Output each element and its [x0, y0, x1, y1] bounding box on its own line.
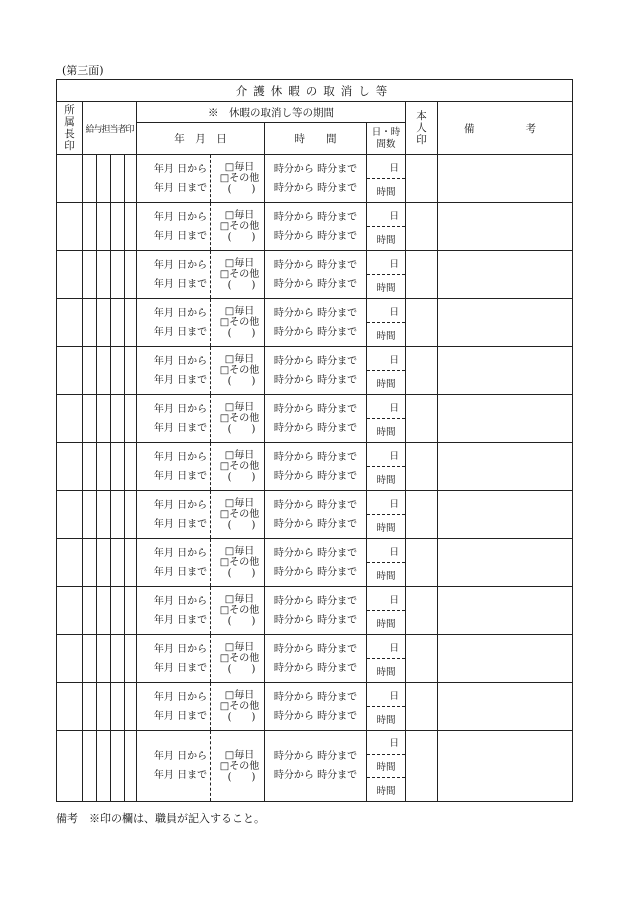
days-hours-cell[interactable]: 日 時間	[367, 203, 406, 251]
seal-cell[interactable]	[111, 155, 125, 203]
date-range-cell[interactable]: 年月 日から 年月 日まで	[137, 491, 211, 539]
time-range-cell[interactable]: 時分から 時分まで 時分から 時分まで	[265, 155, 367, 203]
daily-checkbox[interactable]: □毎日	[224, 450, 255, 461]
seal-cell[interactable]	[83, 539, 97, 587]
honnin-seal-cell[interactable]	[406, 635, 438, 683]
daily-checkbox[interactable]: □毎日	[224, 546, 255, 557]
frequency-cell[interactable]: □毎日 □その他 ( )	[211, 299, 265, 347]
time-range-cell[interactable]: 時分から 時分まで 時分から 時分まで	[265, 731, 367, 802]
table-row	[57, 251, 573, 299]
other-checkbox[interactable]: □その他	[219, 760, 260, 772]
frequency-cell[interactable]: □毎日 □その他 ( )	[211, 683, 265, 731]
days-hours-cell[interactable]: 日 時間	[367, 251, 406, 299]
kiyu-header: 給与担当者印	[83, 102, 137, 155]
table-row	[57, 443, 573, 491]
table-row	[57, 395, 573, 443]
seal-cell[interactable]	[97, 443, 111, 491]
seal-cell[interactable]	[111, 347, 125, 395]
time-range-cell[interactable]: 時分から 時分まで 時分から 時分まで	[265, 443, 367, 491]
other-checkbox[interactable]: □その他	[219, 365, 260, 376]
seal-cell[interactable]	[125, 587, 137, 635]
seal-cell[interactable]	[111, 299, 125, 347]
date-range-cell[interactable]: 年月 日から 年月 日まで	[137, 731, 211, 802]
seal-cell[interactable]	[125, 299, 137, 347]
days-hours-cell[interactable]: 日 時間	[367, 683, 406, 731]
frequency-cell[interactable]: □毎日 □その他 ( )	[211, 587, 265, 635]
honnin-seal-cell[interactable]	[406, 443, 438, 491]
daily-checkbox[interactable]: □毎日	[224, 210, 255, 221]
time-range-cell[interactable]: 時分から 時分まで 時分から 時分まで	[265, 683, 367, 731]
time-range-cell[interactable]: 時分から 時分まで 時分から 時分まで	[265, 491, 367, 539]
frequency-cell[interactable]: □毎日 □その他 ( )	[211, 347, 265, 395]
table-row	[57, 683, 573, 731]
frequency-cell[interactable]: □毎日 □その他 ( )	[211, 635, 265, 683]
daily-checkbox[interactable]: □毎日	[224, 594, 255, 605]
daily-checkbox[interactable]: □毎日	[224, 642, 255, 653]
daily-checkbox[interactable]: □毎日	[224, 690, 255, 701]
seal-cell[interactable]	[83, 731, 97, 802]
table-row	[57, 155, 573, 203]
daily-checkbox[interactable]: □毎日	[224, 354, 255, 365]
days-hours-cell[interactable]: 日 時間	[367, 491, 406, 539]
seal-cell[interactable]	[97, 587, 111, 635]
honnin-seal-cell[interactable]	[406, 347, 438, 395]
daily-checkbox[interactable]: □毎日	[224, 402, 255, 413]
remarks-cell[interactable]	[438, 635, 573, 683]
days-hours-cell[interactable]: 日 時間	[367, 587, 406, 635]
frequency-cell[interactable]: □毎日 □その他 ( )	[211, 251, 265, 299]
days-hours-cell[interactable]: 日 時間	[367, 443, 406, 491]
date-range-cell[interactable]: 年月 日から 年月 日まで	[137, 155, 211, 203]
daily-checkbox[interactable]: □毎日	[224, 306, 255, 317]
seal-cell[interactable]	[83, 587, 97, 635]
daily-checkbox[interactable]: □毎日	[224, 749, 255, 761]
seal-cell[interactable]	[125, 683, 137, 731]
daily-checkbox[interactable]: □毎日	[224, 258, 255, 269]
table-row	[57, 731, 573, 802]
table-row	[57, 491, 573, 539]
seal-cell[interactable]	[57, 347, 83, 395]
time-range-cell[interactable]: 時分から 時分まで 時分から 時分まで	[265, 539, 367, 587]
honnin-seal-cell[interactable]	[406, 299, 438, 347]
table-row	[57, 587, 573, 635]
seal-cell[interactable]	[83, 491, 97, 539]
date-range-cell[interactable]: 年月 日から 年月 日まで	[137, 443, 211, 491]
seal-cell[interactable]	[125, 155, 137, 203]
seal-cell[interactable]	[83, 395, 97, 443]
time-range-cell[interactable]: 時分から 時分まで 時分から 時分まで	[265, 395, 367, 443]
other-checkbox[interactable]: □その他	[219, 413, 260, 424]
seal-cell[interactable]	[83, 347, 97, 395]
seal-cell[interactable]	[111, 443, 125, 491]
date-range-cell[interactable]: 年月 日から 年月 日まで	[137, 347, 211, 395]
seal-cell[interactable]	[125, 635, 137, 683]
time-range-cell[interactable]: 時分から 時分まで 時分から 時分まで	[265, 347, 367, 395]
time-range-cell[interactable]: 時分から 時分まで 時分から 時分まで	[265, 203, 367, 251]
days-hours-cell[interactable]: 日 時間	[367, 539, 406, 587]
honnin-header: 本 人 印	[406, 102, 438, 155]
other-checkbox[interactable]: □その他	[219, 701, 260, 712]
time-range-cell[interactable]: 時分から 時分まで 時分から 時分まで	[265, 635, 367, 683]
frequency-cell[interactable]: □毎日 □その他 ( )	[211, 443, 265, 491]
seal-cell[interactable]	[57, 635, 83, 683]
seal-cell[interactable]	[111, 203, 125, 251]
other-checkbox[interactable]: □その他	[219, 317, 260, 328]
seal-cell[interactable]	[57, 251, 83, 299]
seal-cell[interactable]	[83, 155, 97, 203]
other-checkbox[interactable]: □その他	[219, 557, 260, 568]
seal-cell[interactable]	[57, 395, 83, 443]
seal-cell[interactable]	[111, 731, 125, 802]
seal-cell[interactable]	[125, 203, 137, 251]
time-range-cell[interactable]: 時分から 時分まで 時分から 時分まで	[265, 299, 367, 347]
honnin-seal-cell[interactable]	[406, 683, 438, 731]
date-range-cell[interactable]: 年月 日から 年月 日まで	[137, 635, 211, 683]
date-range-cell[interactable]: 年月 日から 年月 日まで	[137, 395, 211, 443]
frequency-cell[interactable]: □毎日 □その他 ( )	[211, 155, 265, 203]
frequency-cell[interactable]: □毎日 □その他 ( )	[211, 203, 265, 251]
shozoku-header: 所 属 長 印	[57, 102, 83, 155]
seal-cell[interactable]	[111, 251, 125, 299]
seal-cell[interactable]	[57, 491, 83, 539]
seal-cell[interactable]	[57, 539, 83, 587]
other-checkbox[interactable]: □その他	[219, 269, 260, 280]
other-checkbox[interactable]: □その他	[219, 173, 260, 184]
date-range-cell[interactable]: 年月 日から 年月 日まで	[137, 683, 211, 731]
seal-cell[interactable]	[97, 251, 111, 299]
remarks-cell[interactable]	[438, 347, 573, 395]
remarks-cell[interactable]	[438, 155, 573, 203]
other-checkbox[interactable]: □その他	[219, 509, 260, 520]
date-range-cell[interactable]: 年月 日から 年月 日まで	[137, 203, 211, 251]
time-range-cell[interactable]: 時分から 時分まで 時分から 時分まで	[265, 587, 367, 635]
remarks-cell[interactable]	[438, 203, 573, 251]
seal-cell[interactable]	[125, 491, 137, 539]
seal-cell[interactable]	[125, 731, 137, 802]
table-row	[57, 299, 573, 347]
remarks-cell[interactable]	[438, 299, 573, 347]
seal-cell[interactable]	[97, 155, 111, 203]
days-hours-cell[interactable]: 日 時間	[367, 299, 406, 347]
page-label: (第三面)	[62, 64, 104, 77]
time-header: 時 間	[265, 123, 367, 155]
seal-cell[interactable]	[57, 443, 83, 491]
honnin-seal-cell[interactable]	[406, 251, 438, 299]
seal-cell[interactable]	[97, 491, 111, 539]
table-row	[57, 635, 573, 683]
remarks-cell[interactable]	[438, 251, 573, 299]
other-checkbox[interactable]: □その他	[219, 653, 260, 664]
date-range-cell[interactable]: 年月 日から 年月 日まで	[137, 587, 211, 635]
seal-cell[interactable]	[111, 539, 125, 587]
date-header: 年 月 日	[137, 123, 265, 155]
table-row	[57, 347, 573, 395]
seal-cell[interactable]	[111, 587, 125, 635]
seal-cell[interactable]	[125, 395, 137, 443]
daily-checkbox[interactable]: □毎日	[224, 498, 255, 509]
seal-cell[interactable]	[125, 443, 137, 491]
seal-cell[interactable]	[83, 251, 97, 299]
honnin-seal-cell[interactable]	[406, 155, 438, 203]
seal-cell[interactable]	[125, 347, 137, 395]
seal-cell[interactable]	[97, 203, 111, 251]
seal-cell[interactable]	[111, 491, 125, 539]
date-range-cell[interactable]: 年月 日から 年月 日まで	[137, 251, 211, 299]
seal-cell[interactable]	[97, 347, 111, 395]
honnin-seal-cell[interactable]	[406, 491, 438, 539]
days-header: 日・時 間数	[367, 123, 406, 155]
seal-cell[interactable]	[97, 731, 111, 802]
footnote: 備考 ※印の欄は、職員が記入すること。	[56, 812, 265, 825]
other-checkbox[interactable]: □その他	[219, 221, 260, 232]
daily-checkbox[interactable]: □毎日	[224, 162, 255, 173]
time-range-cell[interactable]: 時分から 時分まで 時分から 時分まで	[265, 251, 367, 299]
seal-cell[interactable]	[97, 395, 111, 443]
period-header: ※ 休暇の取消し等の期間	[137, 102, 406, 123]
seal-cell[interactable]	[83, 203, 97, 251]
seal-cell[interactable]	[57, 683, 83, 731]
honnin-seal-cell[interactable]	[406, 539, 438, 587]
seal-cell[interactable]	[97, 299, 111, 347]
honnin-seal-cell[interactable]	[406, 731, 438, 802]
honnin-seal-cell[interactable]	[406, 203, 438, 251]
seal-cell[interactable]	[111, 683, 125, 731]
remarks-cell[interactable]	[438, 683, 573, 731]
other-checkbox[interactable]: □その他	[219, 461, 260, 472]
days-hours-cell[interactable]: 日 時間	[367, 155, 406, 203]
other-checkbox[interactable]: □その他	[219, 605, 260, 616]
table-row	[57, 203, 573, 251]
seal-cell[interactable]	[57, 155, 83, 203]
table-row	[57, 539, 573, 587]
form-title: 介護休暇の取消し等	[57, 80, 573, 102]
seal-cell[interactable]	[57, 299, 83, 347]
date-range-cell[interactable]: 年月 日から 年月 日まで	[137, 299, 211, 347]
seal-cell[interactable]	[97, 683, 111, 731]
seal-cell[interactable]	[125, 539, 137, 587]
seal-cell[interactable]	[83, 683, 97, 731]
seal-cell[interactable]	[97, 539, 111, 587]
seal-cell[interactable]	[83, 443, 97, 491]
days-hours-cell[interactable]: 日 時間	[367, 347, 406, 395]
seal-cell[interactable]	[57, 587, 83, 635]
seal-cell[interactable]	[57, 203, 83, 251]
remarks-cell[interactable]	[438, 539, 573, 587]
frequency-cell[interactable]: □毎日 □その他 ( )	[211, 731, 265, 802]
honnin-seal-cell[interactable]	[406, 395, 438, 443]
seal-cell[interactable]	[83, 635, 97, 683]
seal-cell[interactable]	[83, 299, 97, 347]
date-range-cell[interactable]: 年月 日から 年月 日まで	[137, 539, 211, 587]
seal-cell[interactable]	[111, 635, 125, 683]
remarks-cell[interactable]	[438, 731, 573, 802]
remarks-cell[interactable]	[438, 491, 573, 539]
days-hours-cell[interactable]: 日 時間	[367, 395, 406, 443]
honnin-seal-cell[interactable]	[406, 587, 438, 635]
remarks-cell[interactable]	[438, 587, 573, 635]
days-hours-cell[interactable]: 日 時間	[367, 635, 406, 683]
frequency-cell[interactable]: □毎日 □その他 ( )	[211, 539, 265, 587]
remarks-cell[interactable]	[438, 443, 573, 491]
seal-cell[interactable]	[57, 731, 83, 802]
seal-cell[interactable]	[97, 635, 111, 683]
remarks-header: 備 考	[438, 102, 573, 155]
seal-cell[interactable]	[125, 251, 137, 299]
remarks-cell[interactable]	[438, 395, 573, 443]
frequency-cell[interactable]: □毎日 □その他 ( )	[211, 491, 265, 539]
leave-cancel-form	[56, 79, 573, 802]
seal-cell[interactable]	[111, 395, 125, 443]
days-hours-cell[interactable]: 日 時間 時間	[367, 731, 406, 802]
frequency-cell[interactable]: □毎日 □その他 ( )	[211, 395, 265, 443]
